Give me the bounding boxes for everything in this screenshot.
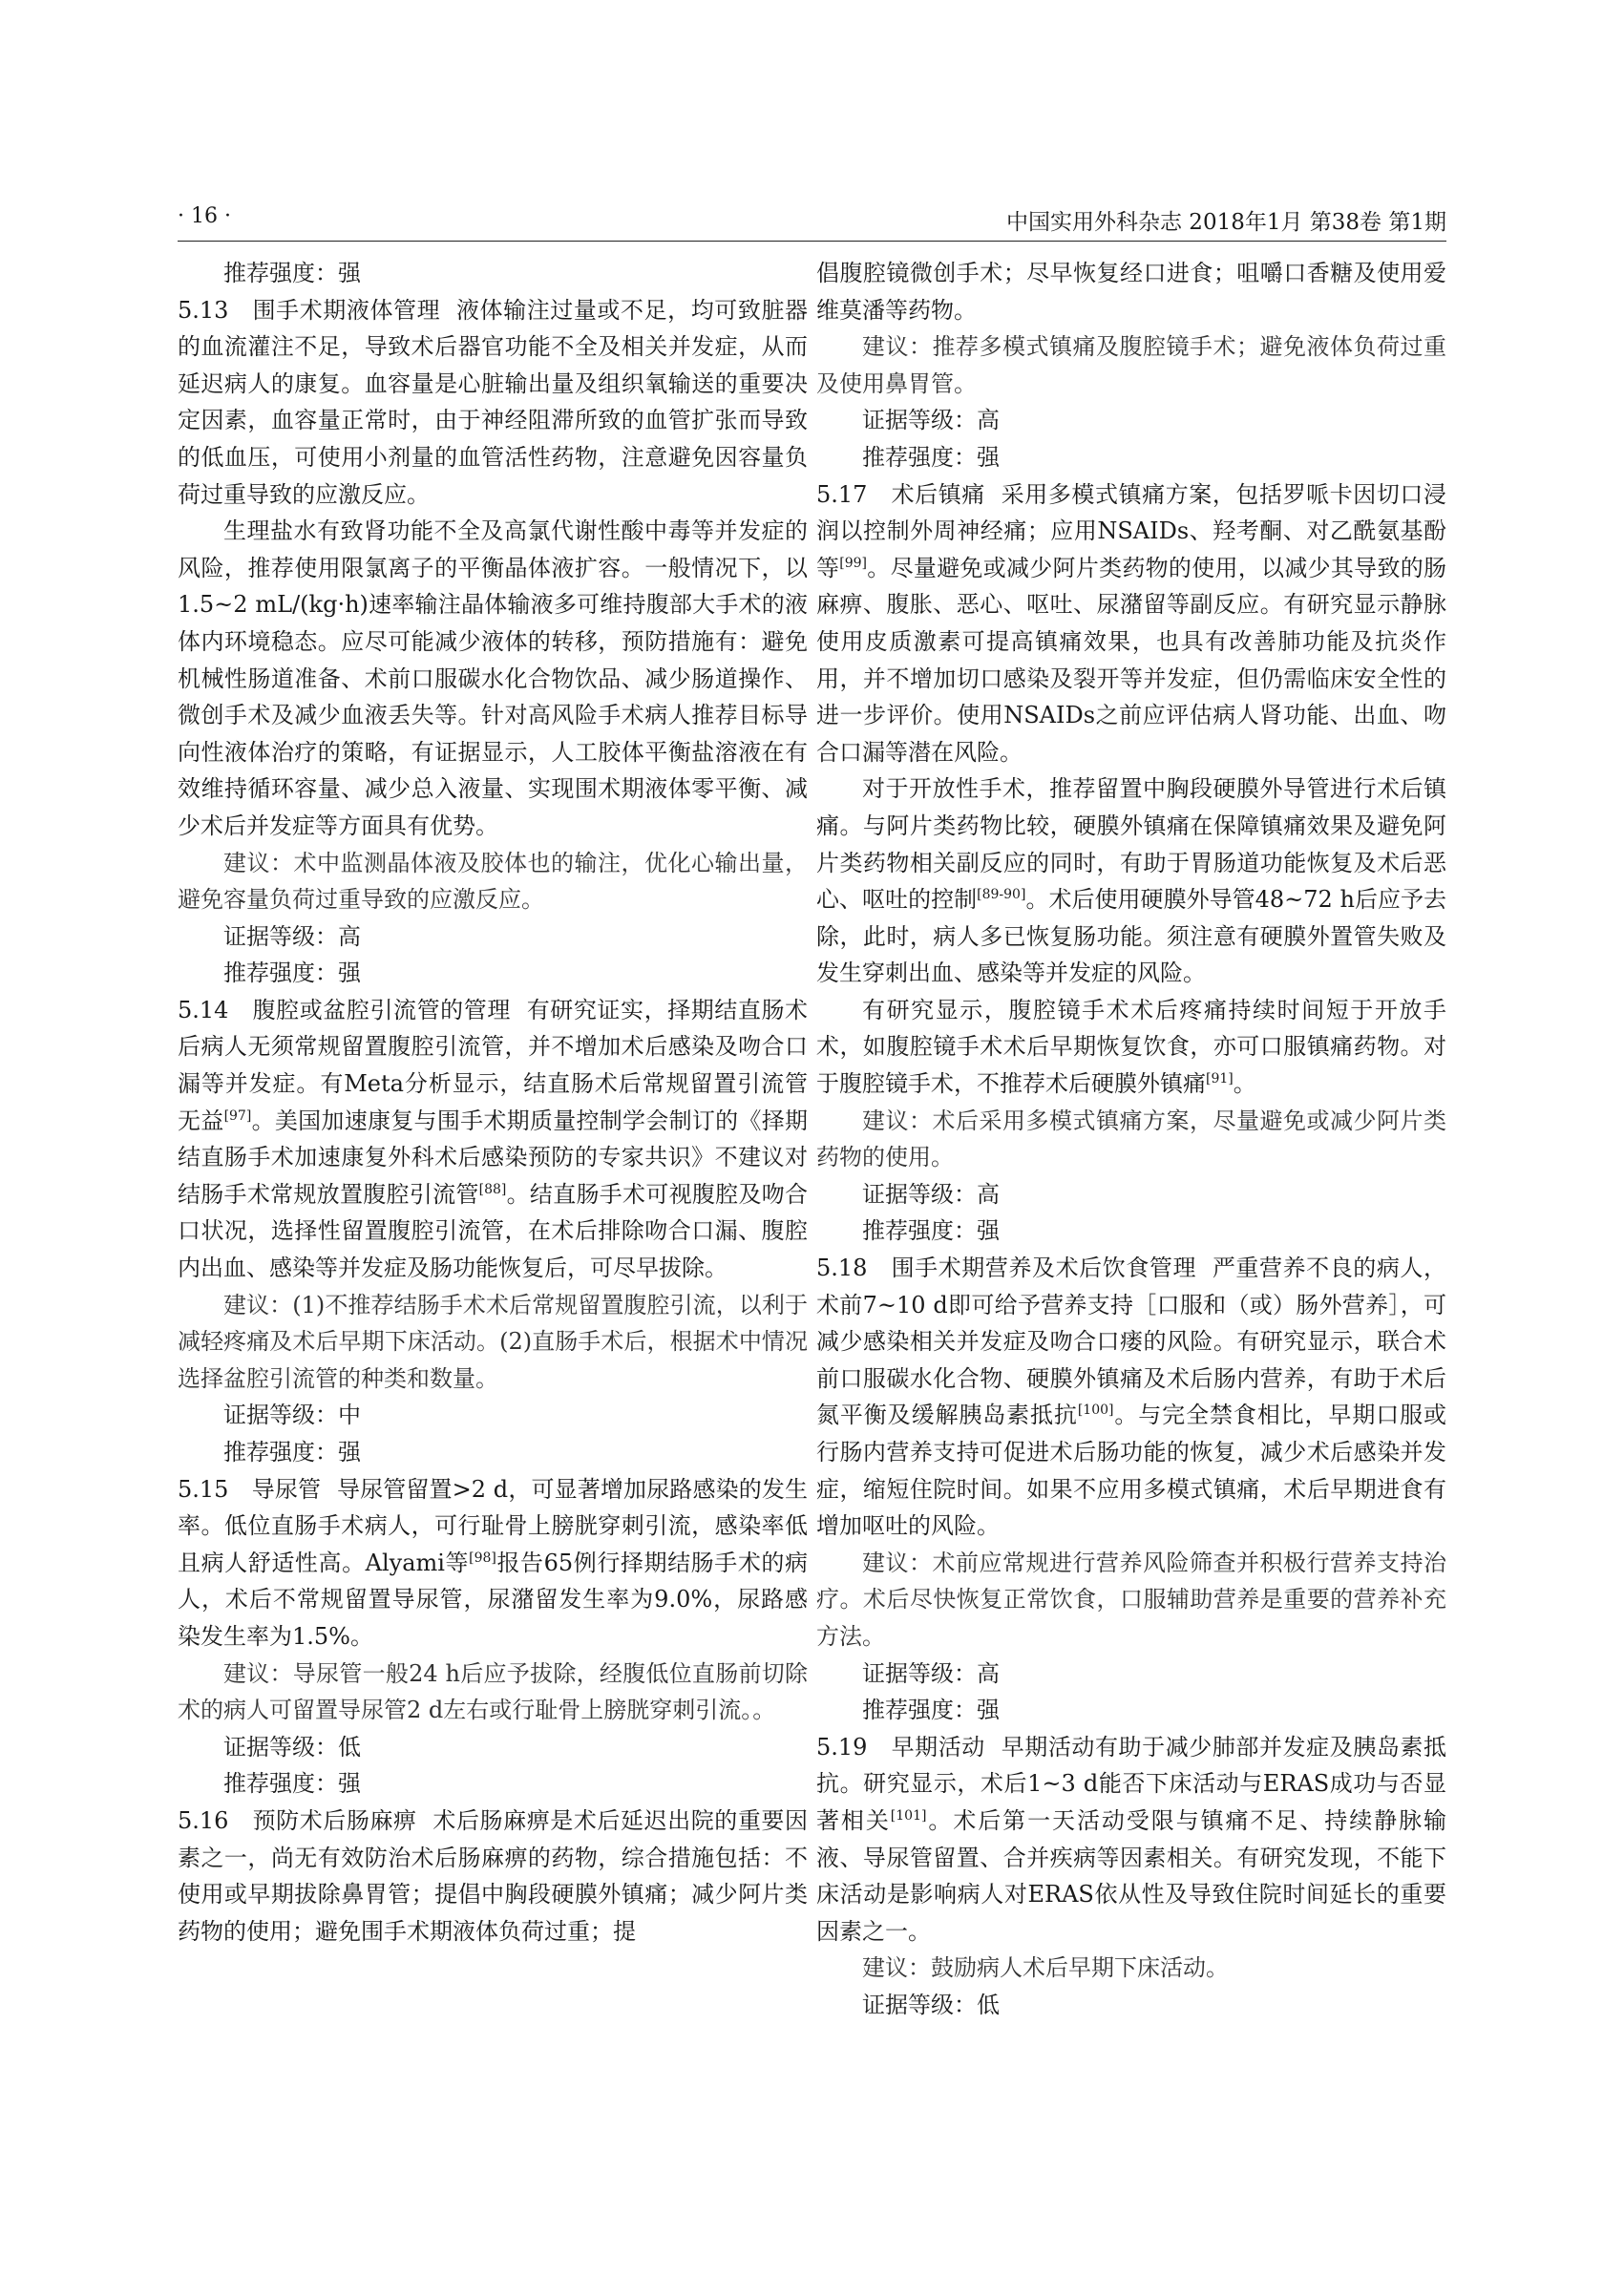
paragraph-text: 。术后使用硬膜外导管48~72 h后应予去除，此时，病人多已恢复肠功能。须注意有硬膜外置管失败及发生穿刺出血、感染等并发症的风险。 (816, 886, 1447, 987)
journal-citation: 中国实用外科杂志 2018年1月 第38卷 第1期 (1006, 210, 1446, 235)
paragraph-text: 。 (1233, 1070, 1256, 1098)
section-title: 5.16 预防术后肠麻痹 (178, 1806, 417, 1834)
evidence-level: 证据等级：中 (223, 1402, 361, 1429)
paragraph (816, 992, 1446, 1103)
section-title: 5.15 导尿管 (178, 1475, 322, 1503)
section-5-17 (816, 476, 1446, 771)
section-5-15 (178, 1471, 808, 1656)
recommendation-strength: 推荐强度：强 (862, 443, 1000, 471)
evidence-level: 证据等级：高 (862, 1659, 1000, 1687)
paragraph-text: 对于开放性手术，推荐留置中胸段硬膜外导管进行术后镇痛。与阿片类药物比较，硬膜外镇痛在保障镇痛效果及避免阿片类药物相关副反应的同时，有助于胃肠道功能恢复及术后恶心、呕吐的控制 (816, 775, 1446, 914)
paragraph-text: 。美国加速康复与围手术期质量控制学会制订的《择期结直肠手术加速康复外科术后感染预防的专家共识》不建议对结肠手术常规放置腹腔引流管 (178, 1107, 809, 1208)
recommendation-strength: 推荐强度：强 (223, 1439, 361, 1466)
evidence-level: 证据等级：高 (862, 1180, 1000, 1208)
advice-paragraph: 建议：推荐多模式镇痛及腹腔镜手术；避免液体负荷过重及使用鼻胃管。 (816, 333, 1446, 397)
paragraph-text: 。尽量避免或减少阿片类药物的使用，以减少其导致的肠麻痹、腹胀、恶心、呕吐、尿潴留等副反应。有研究显示静脉使用皮质激素可提高镇痛效果，也具有改善肺功能及抗炎作用，并不增加切口感染及裂开等并发症，但仍需临床安全性的进一步评价。使用NSAIDs之前应评估病人肾功能、出血、吻合口漏等潜在风险。 (816, 554, 1447, 766)
evidence-level: 证据等级：低 (223, 1733, 361, 1761)
page-number: · 16 · (178, 204, 231, 228)
citation-ref: [97] (223, 1107, 252, 1124)
paragraph-text: 。与完全禁食相比，早期口服或行肠内营养支持可促进术后肠功能的恢复，减少术后感染并发症，缩短住院时间。如果不应用多模式镇痛，术后早期进食有增加呕吐的风险。 (816, 1402, 1447, 1540)
evidence-level: 证据等级：高 (223, 922, 361, 950)
paragraph-text: 。结直肠手术可视腹腔及吻合口状况，选择性留置腹腔引流管，在术后排除吻合口漏、腹腔内出血、感染等并发症及肠功能恢复后，可尽早拔除。 (178, 1180, 808, 1282)
paragraph-continuation: 倡腹腔镜微创手术；尽早恢复经口进食；咀嚼口香糖及使用爱维莫潘等药物。 (816, 260, 1446, 324)
page-header (178, 202, 1446, 242)
paragraph-text: 有研究证实，择期结直肠术后病人无须常规留置腹腔引流管，并不增加术后感染及吻合口漏等并发症。有Meta分析显示，结直肠术后常规留置引流管无益 (178, 996, 809, 1134)
paragraph-text: 采用多模式镇痛方案，包括罗哌卡因切口浸润以控制外周神经痛；应用NSAIDs、羟考酮、对乙酰氨基酚等 (816, 480, 1447, 581)
section-5-18 (816, 1250, 1446, 1545)
section-title: 5.19 早期活动 (816, 1733, 985, 1761)
citation-ref: [100] (1077, 1403, 1114, 1419)
section-5-19 (816, 1729, 1446, 1951)
advice-paragraph: 建议：术前应常规进行营养风险筛查并积极行营养支持治疗。术后尽快恢复正常饮食，口服辅助营养是重要的营养补充方法。 (816, 1549, 1446, 1650)
evidence-level: 证据等级：低 (862, 1991, 1000, 2018)
paragraph-text: 报告65例行择期结肠手术的病人，术后不常规留置导尿管，尿潴留发生率为9.0%，尿路感染发生率为1.5%。 (178, 1549, 808, 1650)
right-column (816, 255, 1446, 2024)
section-5-13 (178, 292, 808, 514)
paragraph-text: 严重营养不良的病人，术前7~10 d即可给予营养支持［口服和（或）肠外营养］，可减少感染相关并发症及吻合口瘘的风险。有研究显示，联合术前口服碳水化合物、硬膜外镇痛及术后肠内营养，有助于术后氮平衡及缓解胰岛素抵抗 (816, 1255, 1447, 1429)
citation-ref: [101] (890, 1807, 927, 1824)
recommendation-strength: 推荐强度：强 (862, 1217, 1000, 1245)
section-title: 5.13 围手术期液体管理 (178, 296, 441, 324)
left-column (178, 255, 808, 1950)
recommendation-strength: 推荐强度：强 (223, 260, 361, 286)
evidence-level: 证据等级：高 (862, 407, 1000, 434)
paragraph-text: 有研究显示，腹腔镜手术术后疼痛持续时间短于开放手术，如腹腔镜手术术后早期恢复饮食，亦可口服镇痛药物。对于腹腔镜手术，不推荐术后硬膜外镇痛 (816, 996, 1446, 1098)
paragraph (816, 770, 1446, 992)
advice-paragraph: 建议：术中监测晶体液及胶体也的输注，优化心输出量，避免容量负荷过重导致的应激反应。 (178, 849, 808, 914)
paragraph: 生理盐水有致肾功能不全及高氯代谢性酸中毒等并发症的风险，推荐使用限氯离子的平衡晶体液扩容。一般情况下，以1.5~2 mL/(kg·h)速率输注晶体输液多可维持腹部大手术的液体内环境稳态。应尽可能减少液体的转移，预防措施有：避免机械性肠道准备、术前口服碳水化合物饮品、减少肠道操作、微创手术及减少血液丢失等。针对高风险手术病人推荐目标导向性液体治疗的策略，有证据显示，人工胶体平衡盐溶液在有效维持循环容量、减少总入液量、实现围术期液体零平衡、减少术后并发症等方面具有优势。 (178, 517, 808, 839)
paragraph-text: 导尿管留置>2 d，可显著增加尿路感染的发生率。低位直肠手术病人，可行耻骨上膀胱穿刺引流，感染率低且病人舒适性高。Alyami等 (178, 1475, 809, 1576)
section-5-16 (178, 1803, 808, 1950)
recommendation-strength: 推荐强度：强 (223, 960, 361, 987)
citation-ref: [88] (478, 1181, 507, 1197)
section-title: 5.18 围手术期营养及术后饮食管理 (816, 1255, 1197, 1282)
advice-paragraph: 建议：(1)不推荐结肠手术术后常规留置腹腔引流，以利于减轻疼痛及术后早期下床活动。(2)直肠手术后，根据术中情况选择盆腔引流管的种类和数量。 (178, 1291, 808, 1392)
recommendation-strength: 推荐强度：强 (223, 1770, 361, 1798)
section-title: 5.17 术后镇痛 (816, 480, 985, 508)
advice-paragraph: 建议：鼓励病人术后早期下床活动。 (862, 1954, 1229, 1982)
section-title: 5.14 腹腔或盆腔引流管的管理 (178, 996, 511, 1023)
citation-ref: [91] (1206, 1071, 1234, 1087)
recommendation-strength: 推荐强度：强 (862, 1697, 1000, 1724)
paragraph-text: 液体输注过量或不足，均可致脏器的血流灌注不足，导致术后器官功能不全及相关并发症，从而延迟病人的康复。血容量是心脏输出量及组织氧输送的重要决定因素，血容量正常时，由于神经阻滞所致的血管扩张而导致的低血压，可使用小剂量的血管活性药物，注意避免因容量负荷过重导致的应激反应。 (178, 296, 809, 508)
paragraph-text: 早期活动有助于减少肺部并发症及胰岛素抵抗。研究显示，术后1~3 d能否下床活动与ERAS成功与否显著相关 (816, 1733, 1447, 1834)
paragraph-text: 术后肠麻痹是术后延迟出院的重要因素之一，尚无有效防治术后肠麻痹的药物，综合措施包括：不使用或早期拔除鼻胃管；提倡中胸段硬膜外镇痛；减少阿片类药物的使用；避免围手术期液体负荷过重；提 (178, 1806, 809, 1945)
advice-paragraph: 建议：术后采用多模式镇痛方案，尽量避免或减少阿片类药物的使用。 (816, 1107, 1446, 1171)
citation-ref: [89-90] (977, 887, 1026, 903)
paragraph-text: 。术后第一天活动受限与镇痛不足、持续静脉输液、导尿管留置、合并疾病等因素相关。有研究发现，不能下床活动是影响病人对ERAS依从性及导致住院时间延长的重要因素之一。 (816, 1806, 1447, 1945)
advice-paragraph: 建议：导尿管一般24 h后应予拔除，经腹低位直肠前切除术的病人可留置导尿管2 d左右或行耻骨上膀胱穿刺引流。。 (178, 1659, 808, 1724)
citation-ref: [98] (469, 1550, 496, 1566)
citation-ref: [99] (839, 555, 868, 571)
section-5-14 (178, 992, 808, 1287)
